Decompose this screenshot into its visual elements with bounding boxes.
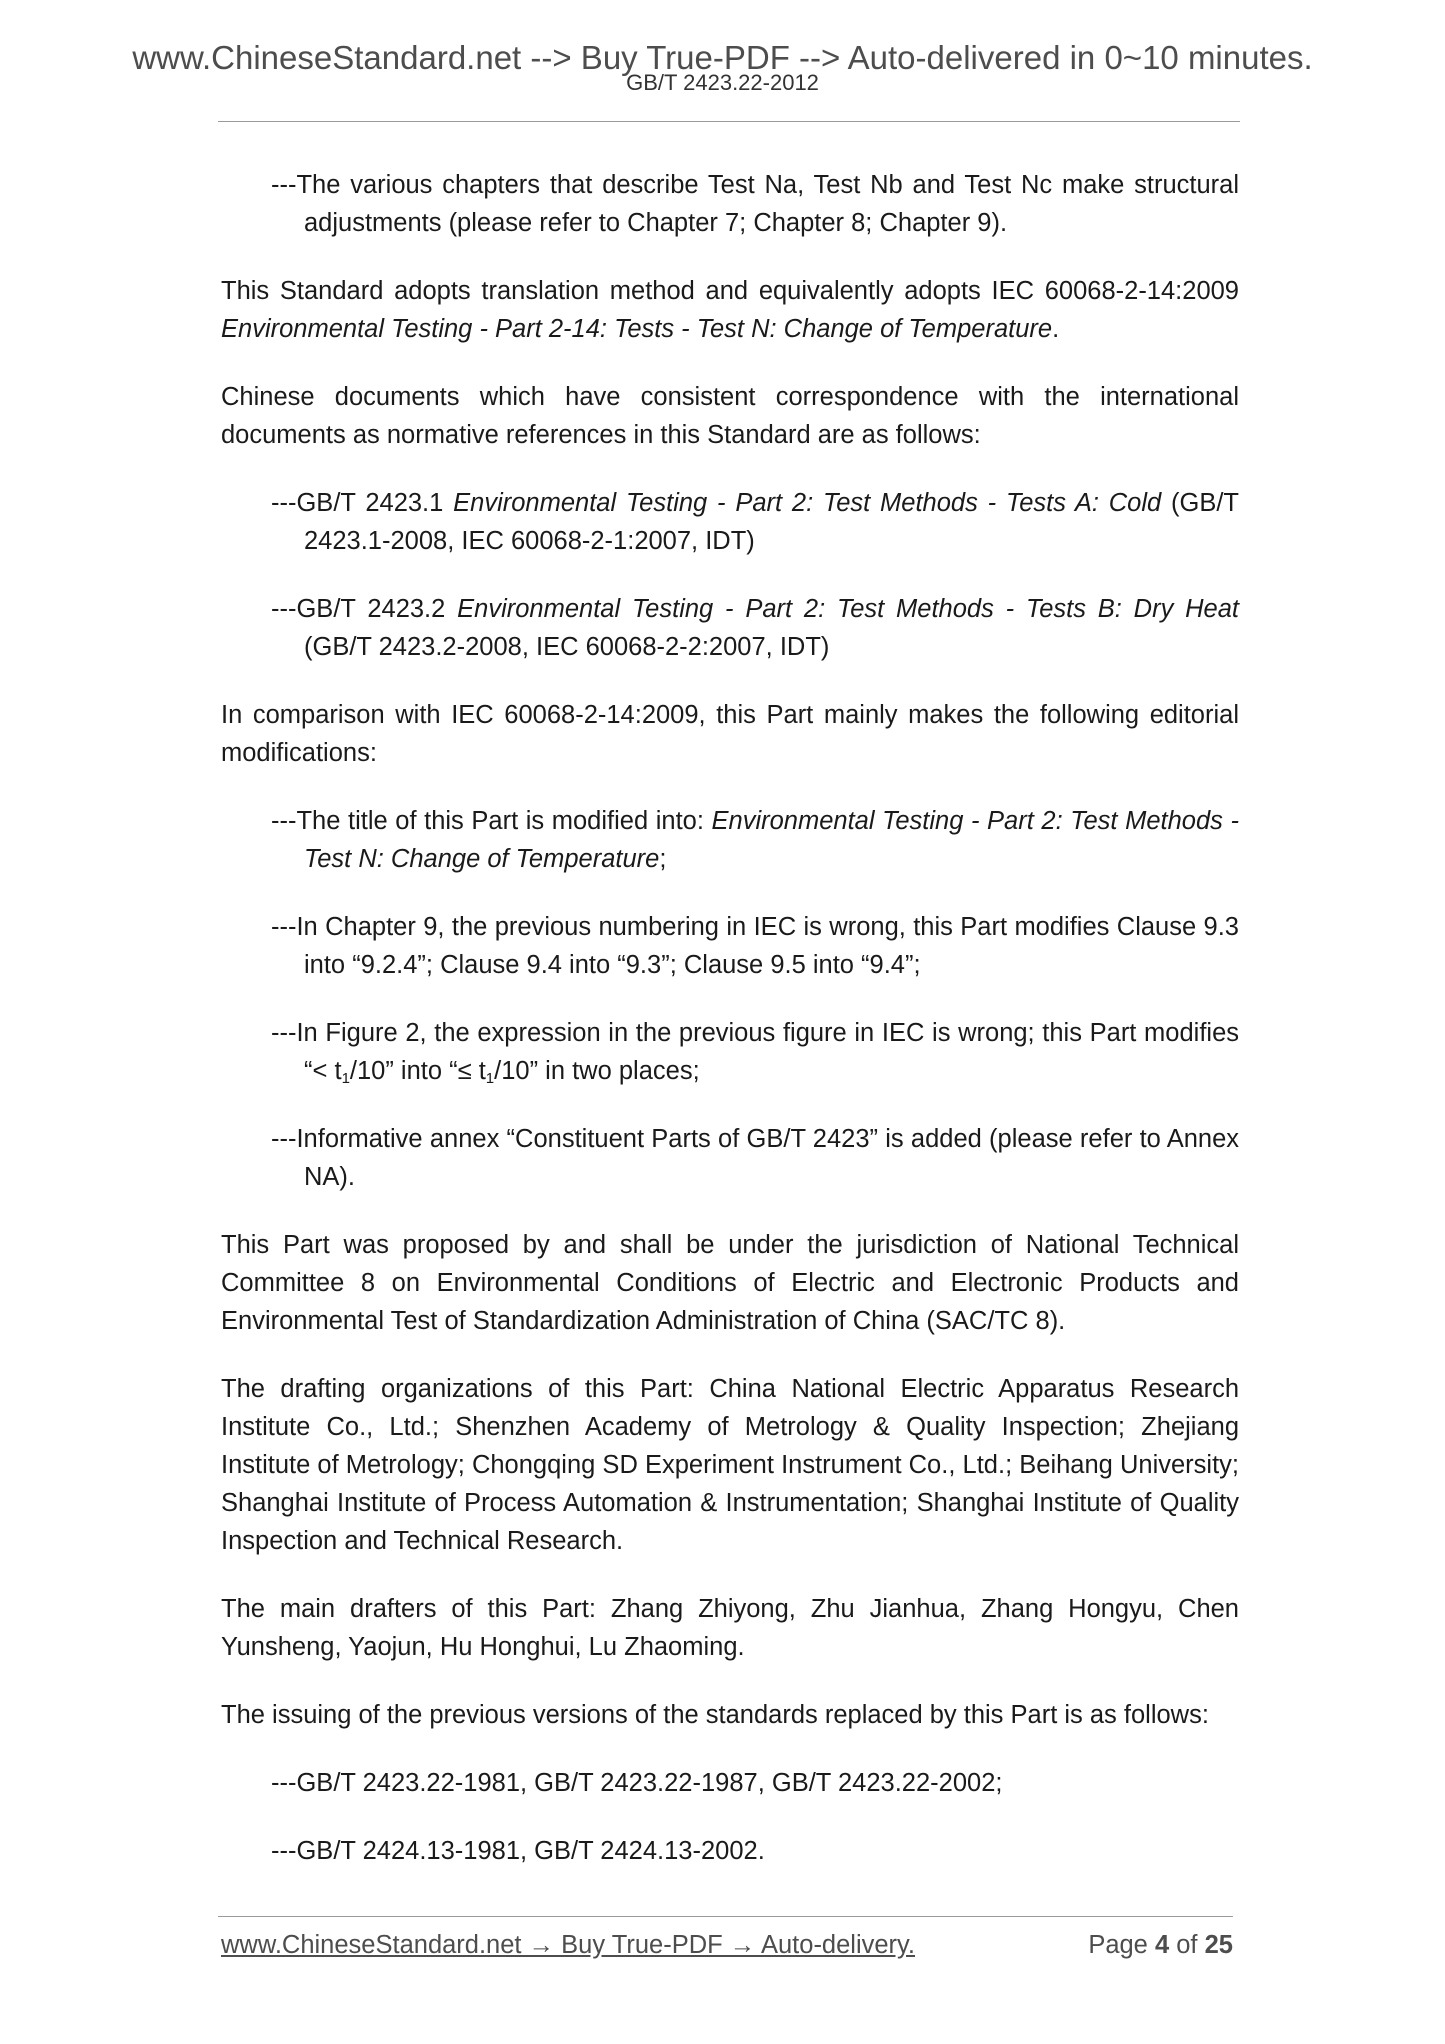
normative-references-intro: Chinese documents which have consistent correspondence with the international documents as normative references in this Standard are as follows: [221, 383, 1239, 449]
total-pages: 25 [1204, 1931, 1233, 1959]
standard-code-header: GB/T 2423.22-2012 [626, 70, 819, 95]
page-indicator: Page 4 of 25 [1088, 1931, 1233, 1959]
previous-version-item: ---GB/T 2424.13-1981, GB/T 2424.13-2002. [271, 1837, 765, 1865]
previous-versions-intro: The issuing of the previous versions of the standards replaced by this Part is as follows: [221, 1701, 1209, 1729]
reference-item-dry-heat: ---GB/T 2423.2 Environmental Testing - Part 2: Test Methods - Tests B: Dry Heat (GB/T 2423.2-2008, IEC 60068-2-2:2007, IDT) [271, 595, 1239, 661]
current-page: 4 [1154, 1931, 1170, 1959]
footer-link[interactable]: www.ChineseStandard.net → Buy True-PDF → Auto-delivery. [221, 1931, 915, 1959]
reference-item-cold: ---GB/T 2423.1 Environmental Testing - Part 2: Test Methods - Tests A: Cold (GB/T 2423.1-2008, IEC 60068-2-1:2007, IDT) [271, 489, 1239, 555]
modification-item-annex: ---Informative annex “Constituent Parts of GB/T 2423” is added (please refer to Annex NA). [271, 1125, 1239, 1191]
previous-version-item: ---GB/T 2423.22-1981, GB/T 2423.22-1987, GB/T 2423.22-2002; [271, 1769, 1003, 1797]
footer-divider [218, 1916, 1233, 1917]
drafting-organizations-paragraph: The drafting organizations of this Part: China National Electric Apparatus Research Institute Co., Ltd.; Shenzhen Academy of Metrology & Quality Inspection; Zhejiang Institute of Metrology; Chongqing SD Experiment Instrument Co., Ltd.; Beihang University; Shanghai Institute of Process Automation & Instrumentation; Shanghai Institute of Quality Inspection and Technical Research. [221, 1375, 1239, 1555]
modification-item-numbering: ---In Chapter 9, the previous numbering in IEC is wrong, this Part modifies Clause 9.3 into “9.2.4”; Clause 9.4 into “9.3”; Clause 9.5 into “9.4”; [271, 913, 1239, 979]
promo-banner[interactable]: www.ChineseStandard.net --> Buy True-PDF --> Auto-delivered in 0~10 minutes. [132, 39, 1313, 76]
page-footer [221, 1925, 1233, 1965]
proposal-paragraph: This Part was proposed by and shall be under the jurisdiction of National Technical Committee 8 on Environmental Conditions of Electric and Electronic Products and Environmental Test of Standardization Administration of China (SAC/TC 8). [221, 1231, 1239, 1335]
modifications-intro: In comparison with IEC 60068-2-14:2009, this Part mainly makes the following editorial modifications: [221, 701, 1239, 767]
iec-title: Environmental Testing - Part 2-14: Tests - Test N: Change of Temperature [221, 315, 1053, 343]
modification-item-figure: ---In Figure 2, the expression in the previous figure in IEC is wrong; this Part modifies “< $t_1/10$” into “≤ $t_1/10$” in two places; [271, 1019, 1239, 1087]
structural-adjustment-item: ---The various chapters that describe Test Na, Test Nb and Test Nc make structural adjustments (please refer to Chapter 7; Chapter 8; Chapter 9). [271, 171, 1239, 237]
modification-item-title: ---The title of this Part is modified into: Environmental Testing - Part 2: Test Methods - Test N: Change of Temperature; [271, 807, 1239, 873]
header-divider [218, 121, 1240, 122]
main-drafters-paragraph: The main drafters of this Part: Zhang Zhiyong, Zhu Jianhua, Zhang Hongyu, Chen Yunsheng, Yaojun, Hu Honghui, Lu Zhaoming. [221, 1595, 1239, 1661]
document-body [221, 166, 1239, 1900]
adoption-paragraph: This Standard adopts translation method and equivalently adopts IEC 60068-2-14:2009 Environmental Testing - Part 2-14: Tests - Test N: Change of Temperature. [221, 277, 1239, 343]
